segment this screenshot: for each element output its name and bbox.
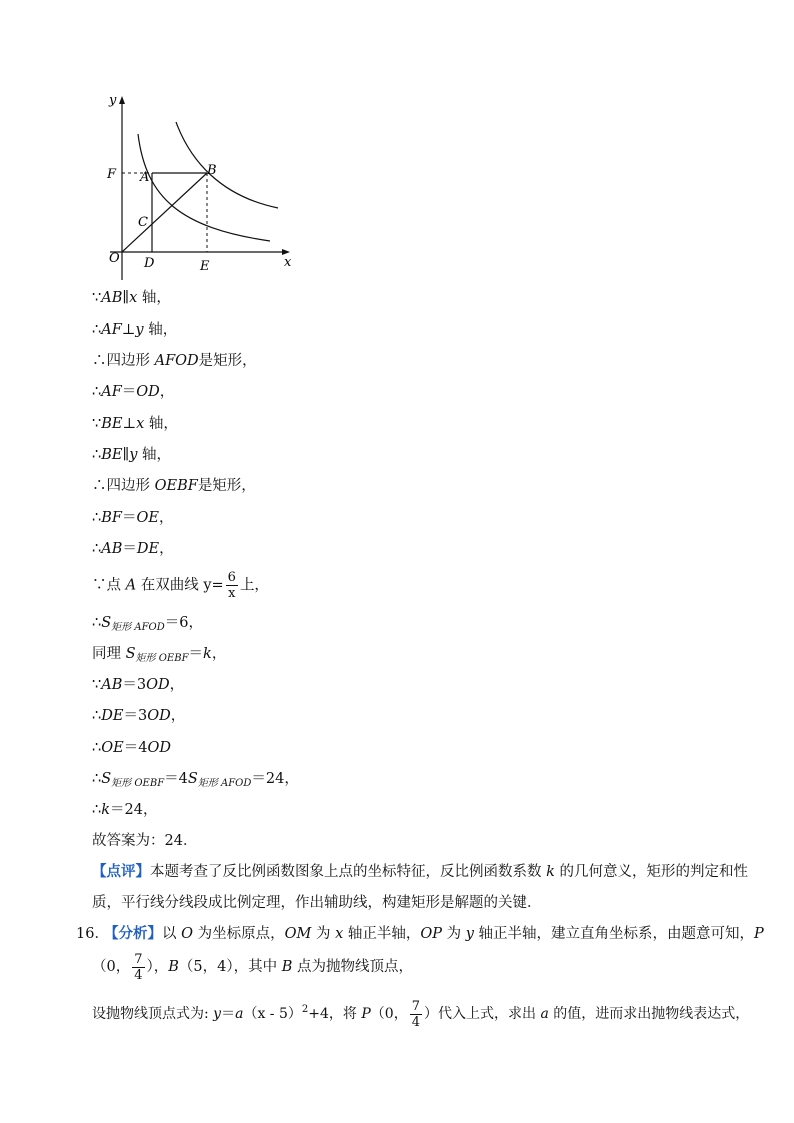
analysis-text: +4，将: [308, 1006, 362, 1022]
proof-text: ，: [158, 510, 174, 526]
proof-text: ∴: [92, 510, 102, 526]
math-var: P: [754, 926, 764, 942]
math-var: OD: [146, 677, 170, 693]
math-op: ∥: [122, 290, 130, 306]
math-var: S: [101, 771, 112, 787]
proof-text: ∴四边形: [92, 478, 155, 494]
math-var: y: [135, 322, 144, 338]
proof-text: 上，: [239, 577, 269, 594]
math-var: DE: [101, 708, 124, 724]
fraction-denominator: x: [228, 586, 236, 601]
proof-text: ∵: [92, 677, 102, 693]
math-var: P: [361, 1006, 371, 1022]
area-line-3: [92, 769, 299, 794]
analysis-text: 为坐标原点，: [193, 926, 285, 942]
proof-line-1: [92, 288, 171, 308]
proof-text: ∴四边形: [92, 353, 155, 369]
proof-text: ∴: [92, 740, 102, 756]
math-op: ＝3: [123, 708, 148, 724]
analysis-line-2: [92, 950, 413, 984]
comment-line-1: [92, 862, 748, 882]
math-var: S: [101, 615, 112, 631]
analysis-text: 轴正半轴，建立直角坐标系，由题意可知，: [473, 926, 755, 942]
fraction-denominator: 4: [411, 1014, 420, 1030]
outer-hyperbola: [176, 122, 278, 208]
proof-text: ∴: [92, 322, 102, 338]
proof-line-3: [92, 351, 257, 371]
label-F: F: [107, 167, 117, 182]
proof-text: 同理: [92, 646, 126, 662]
analysis-line-1: [104, 924, 764, 944]
math-op: ＝: [121, 510, 137, 526]
proof-line-4: [92, 382, 174, 402]
proof-text: ∴: [92, 615, 102, 631]
analysis-tag: 【分析】: [104, 925, 162, 942]
label-D: D: [144, 256, 155, 271]
math-var: y: [465, 926, 474, 942]
math-subscript: 矩形 OEBF: [111, 778, 165, 789]
analysis-text: 以: [162, 926, 182, 942]
analysis-text: 轴正半轴，: [343, 926, 421, 942]
math-var: y=: [203, 577, 224, 594]
math-superscript: 2: [301, 1004, 309, 1015]
label-C: C: [138, 215, 148, 230]
math-var: y: [213, 1006, 222, 1022]
proof-text: 轴，: [143, 322, 178, 338]
math-var: BE: [101, 447, 123, 463]
analysis-text: （0，: [92, 959, 131, 975]
math-var: x: [136, 416, 145, 432]
segment-OB: [122, 173, 207, 252]
proof-text: 是矩形，: [197, 478, 256, 494]
analysis-line-3: [92, 993, 749, 1031]
proof-text: 轴，: [137, 290, 171, 306]
proof-text: ∵: [92, 290, 102, 306]
math-var: y: [129, 447, 138, 463]
math-var: x: [129, 290, 138, 306]
proof-text: ＝24，: [251, 771, 299, 787]
fraction-numerator: 7: [134, 951, 143, 967]
math-op: ＝: [122, 541, 137, 557]
math-var: DE: [136, 541, 160, 557]
fraction-numerator: 7: [411, 998, 420, 1014]
math-var: a: [235, 1006, 244, 1022]
proof-text: 是矩形，: [198, 353, 257, 369]
proof-line-8: [92, 508, 173, 528]
comment-text: 本题考查了反比例函数图象上点的坐标特征，反比例函数系数: [150, 864, 547, 880]
math-op: ⊥: [121, 322, 136, 338]
proof-text: ∴: [92, 541, 102, 557]
proof-line-9: [92, 539, 174, 559]
math-var: OE: [136, 510, 159, 526]
proof-text: ∴: [92, 771, 102, 787]
math-subscript: 矩形 AFOD: [197, 778, 252, 789]
math-var: OE: [101, 740, 124, 756]
inner-hyperbola: [138, 134, 270, 241]
math-var: k: [101, 802, 111, 818]
math-op: ＝: [121, 384, 137, 400]
proof-text: ∵点: [92, 577, 126, 594]
fraction-denominator: 4: [134, 967, 143, 983]
math-var: k: [546, 864, 555, 880]
proof-text: 在双曲线: [136, 577, 204, 594]
math-var: OM: [284, 926, 312, 942]
math-var: a: [540, 1006, 549, 1022]
question-number: 16．: [76, 926, 109, 942]
math-var: AF: [101, 384, 122, 400]
proof-text: ＝6，: [164, 615, 203, 631]
label-x: x: [284, 255, 292, 270]
math-var: A: [125, 577, 137, 594]
fraction-7-over-4: [132, 952, 144, 983]
label-B: B: [207, 163, 217, 178]
proof-line-5: [92, 414, 178, 434]
math-var: AFOD: [154, 353, 199, 369]
analysis-text: ），: [146, 959, 169, 975]
math-op: ＝: [221, 1006, 236, 1022]
eq-line-3: [92, 738, 171, 758]
analysis-text: （0，: [370, 1006, 408, 1022]
area-line-2: [92, 644, 226, 669]
label-E: E: [200, 259, 210, 274]
proof-line-2: [92, 320, 177, 340]
fraction-7-over-4: [410, 999, 422, 1030]
comment-line-2: 质，平行线分线段成比例定理，作出辅助线，构建矩形是解题的关键．: [92, 895, 542, 911]
analysis-text: 设抛物线顶点式为:: [92, 1006, 214, 1022]
eq-line-1: [92, 675, 184, 695]
eq-line-2: [92, 706, 185, 726]
label-O: O: [109, 251, 120, 266]
proof-text: ∴: [92, 447, 102, 463]
analysis-text: 的值，进而求出抛物线表达式，: [548, 1006, 750, 1022]
label-A: A: [140, 170, 150, 185]
comment-tag: 【点评】: [92, 863, 150, 880]
math-var: AF: [101, 322, 122, 338]
proof-line-7: [92, 476, 256, 496]
math-var: OD: [147, 740, 171, 756]
proof-text: ∴: [92, 708, 102, 724]
k-line: [92, 800, 157, 820]
y-axis-arrow: [119, 96, 125, 104]
proof-text: ∵: [92, 416, 102, 432]
math-var: AB: [101, 290, 123, 306]
math-op: ＝: [188, 646, 204, 662]
math-var: OP: [420, 926, 443, 942]
hyperbola-line: [92, 570, 269, 601]
proof-text: ＝24，: [110, 802, 158, 818]
hyperbola-figure: [90, 88, 305, 280]
fraction-6-over-x: [226, 570, 238, 601]
proof-text: ，: [169, 677, 185, 693]
math-var: S: [125, 646, 136, 662]
analysis-text: ）代入上式，求出: [423, 1006, 541, 1022]
proof-text: ，: [159, 384, 175, 400]
math-op: ∥: [122, 447, 130, 463]
math-var: B: [168, 959, 179, 975]
analysis-text: （x - 5）: [243, 1006, 302, 1022]
proof-line-6: [92, 445, 171, 465]
math-var: k: [203, 646, 212, 662]
math-var: S: [187, 771, 198, 787]
proof-text: ∴: [92, 384, 102, 400]
math-var: OD: [136, 384, 160, 400]
math-subscript: 矩形 OEBF: [135, 653, 189, 664]
math-var: BE: [101, 416, 123, 432]
math-subscript: 矩形 AFOD: [111, 622, 165, 633]
area-line-1: [92, 613, 203, 638]
math-var: AB: [101, 677, 123, 693]
math-var: x: [335, 926, 344, 942]
math-op: ＝4: [123, 740, 148, 756]
math-var: B: [281, 959, 293, 975]
analysis-text: 为: [442, 926, 466, 942]
analysis-text: 为: [311, 926, 336, 942]
analysis-text: 点为抛物线顶点，: [292, 959, 413, 975]
proof-text: ∴: [92, 802, 102, 818]
math-var: O: [181, 926, 193, 942]
math-var: OD: [147, 708, 171, 724]
comment-text: 的几何意义，矩形的判定和性: [554, 864, 749, 880]
answer-line: 故答案为：24．: [92, 833, 198, 849]
label-y: y: [109, 93, 117, 108]
math-op: ＝4: [164, 771, 188, 787]
math-var: BF: [101, 510, 122, 526]
math-op: ⊥: [122, 416, 137, 432]
math-var: OEBF: [154, 478, 198, 494]
proof-text: 轴，: [137, 447, 171, 463]
proof-text: ，: [170, 708, 186, 724]
proof-text: ，: [159, 541, 174, 557]
math-var: AB: [101, 541, 123, 557]
analysis-text: （5，4），其中: [178, 959, 282, 975]
proof-text: ，: [211, 646, 227, 662]
proof-text: 轴，: [144, 416, 178, 432]
math-op: ＝3: [122, 677, 147, 693]
fraction-numerator: 6: [227, 570, 236, 585]
